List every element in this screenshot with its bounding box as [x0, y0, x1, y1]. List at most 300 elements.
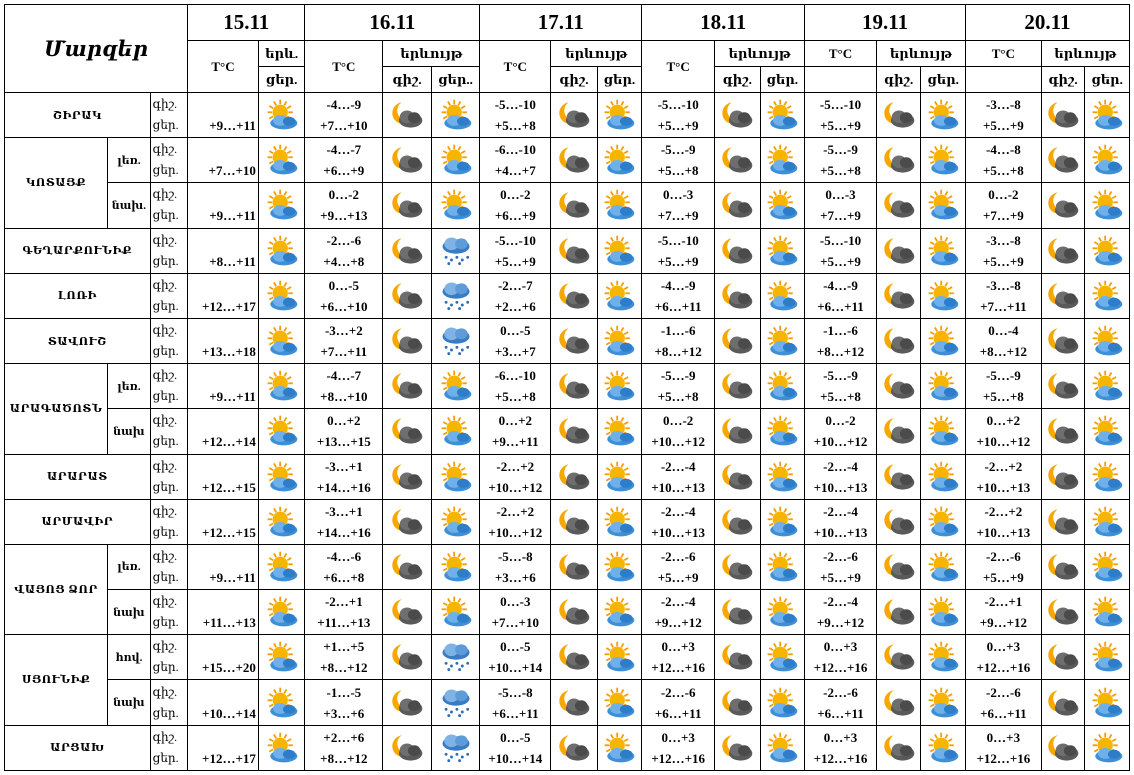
- day-temp: +3…+6: [494, 569, 536, 585]
- day-temp: +13…+15: [316, 434, 371, 450]
- day1-temp: [188, 635, 259, 680]
- moon-cloud-icon: [556, 413, 592, 449]
- night-weather: [551, 138, 598, 183]
- moon-cloud-icon: [881, 187, 917, 223]
- sun-cloud-icon: [264, 594, 300, 630]
- day-weather: [597, 680, 642, 725]
- day-weather: [597, 499, 642, 544]
- day1-temp: [188, 364, 259, 409]
- night-weather: [1041, 318, 1084, 363]
- day-temp: +8…+12: [320, 750, 368, 766]
- sun-cloud-icon: [601, 413, 637, 449]
- night-temp: 0…+2: [498, 413, 532, 429]
- sun-cloud-icon: [925, 504, 961, 540]
- day-label: ցեր..: [431, 67, 480, 93]
- temp-cell: [965, 590, 1041, 635]
- night-temp: -2…-4: [823, 458, 858, 474]
- day-text: ցեր.: [152, 660, 179, 675]
- time-of-day: [150, 725, 187, 770]
- day1-temp-value: +8…+11: [209, 253, 256, 269]
- day-temp: +12…+16: [651, 750, 706, 766]
- temp-cell: [305, 680, 383, 725]
- sun-cloud-icon: [1089, 549, 1125, 585]
- night-weather: [383, 544, 432, 589]
- sun-cloud-icon: [764, 730, 800, 766]
- moon-cloud-icon: [719, 730, 755, 766]
- moon-cloud-icon: [389, 685, 425, 721]
- sun-cloud-icon: [925, 142, 961, 178]
- day1-weather: [258, 544, 305, 589]
- blank-cell: [965, 67, 1041, 93]
- temp-cell: [805, 544, 877, 589]
- day-text: ցեր.: [152, 569, 179, 584]
- moon-cloud-icon: [1045, 187, 1081, 223]
- day-weather: [431, 499, 480, 544]
- night-temp: 0…+3: [661, 729, 695, 745]
- night-weather: [383, 454, 432, 499]
- day-weather: [921, 544, 966, 589]
- day-weather: [921, 273, 966, 318]
- table-row: [5, 364, 1130, 409]
- day1-temp: [188, 93, 259, 138]
- night-temp: -2…+1: [984, 594, 1023, 610]
- night-text: գիշ.: [152, 639, 178, 654]
- day-temp: +5…+9: [820, 118, 861, 134]
- temp-cell: [805, 228, 877, 273]
- sun-cloud-icon: [438, 413, 474, 449]
- sun-cloud-icon: [601, 233, 637, 269]
- sun-cloud-icon: [764, 685, 800, 721]
- day-weather: [760, 635, 805, 680]
- day-temp: +5…+8: [657, 389, 699, 405]
- moon-cloud-icon: [389, 97, 425, 133]
- subregion-label: նախ: [108, 409, 150, 454]
- sun-cloud-icon: [438, 97, 474, 133]
- day-temp: +5…+9: [657, 253, 699, 269]
- day-temp: +9…+12: [816, 615, 865, 631]
- sun-cloud-icon: [1089, 639, 1125, 675]
- day-text: ցեր.: [152, 750, 179, 765]
- night-weather: [551, 273, 598, 318]
- night-weather: [551, 364, 598, 409]
- temp-cell: [805, 318, 877, 363]
- sun-cloud-icon: [764, 187, 800, 223]
- night-weather: [551, 544, 598, 589]
- day-weather: [760, 364, 805, 409]
- sun-cloud-icon: [438, 368, 474, 404]
- night-weather: [715, 273, 761, 318]
- moon-cloud-icon: [719, 639, 755, 675]
- night-temp: -2…+2: [496, 458, 535, 474]
- temp-cell: [965, 93, 1041, 138]
- night-weather: [383, 590, 432, 635]
- moon-cloud-icon: [1045, 278, 1081, 314]
- night-temp: 0…-2: [825, 413, 856, 429]
- moon-cloud-icon: [556, 97, 592, 133]
- region-name: ՇԻՐԱԿ: [5, 93, 151, 138]
- day-weather: [597, 138, 642, 183]
- moon-cloud-icon: [719, 504, 755, 540]
- night-weather: [383, 273, 432, 318]
- night-weather: [715, 725, 761, 770]
- night-weather: [1041, 228, 1084, 273]
- day-weather: [760, 680, 805, 725]
- temp-cell: [805, 364, 877, 409]
- temp-cell: [305, 183, 383, 228]
- day1-temp-value: +9…+11: [209, 389, 256, 405]
- night-temp: -4…-6: [326, 548, 362, 564]
- day-text: ցեր.: [152, 298, 179, 313]
- moon-cloud-icon: [556, 323, 592, 359]
- night-text: գիշ.: [152, 684, 178, 699]
- sun-cloud-icon: [438, 549, 474, 585]
- day-weather: [1085, 318, 1130, 363]
- day-weather: [760, 454, 805, 499]
- table-row: [5, 93, 1130, 138]
- day-temp: +5…+9: [494, 253, 536, 269]
- subregion-label: նախ: [108, 590, 150, 635]
- day-temp: +5…+8: [982, 389, 1024, 405]
- day-label: ցեր.: [258, 67, 305, 93]
- moon-cloud-icon: [881, 368, 917, 404]
- table-row: [5, 183, 1130, 228]
- sun-cloud-icon: [925, 323, 961, 359]
- time-of-day: [150, 544, 187, 589]
- night-temp: 0…-4: [988, 323, 1019, 339]
- day-weather: [597, 725, 642, 770]
- night-temp: -4…-7: [326, 368, 362, 384]
- day-weather: [921, 364, 966, 409]
- day-temp: +12…+16: [813, 750, 868, 766]
- night-temp: 0…+3: [823, 729, 858, 745]
- day-temp: +10…+13: [976, 479, 1031, 495]
- day-weather: [921, 454, 966, 499]
- region-name: ԼՈՌԻ: [5, 273, 151, 318]
- day-text: ցեր.: [152, 344, 179, 359]
- night-weather: [383, 680, 432, 725]
- day-weather: [921, 138, 966, 183]
- weather-label: երևույթ: [715, 41, 805, 67]
- day1-weather: [258, 138, 305, 183]
- subregion-label: նախ.: [108, 183, 150, 228]
- day1-temp: [188, 680, 259, 725]
- temp-cell: [805, 635, 877, 680]
- temp-cell: [305, 228, 383, 273]
- day-weather: [597, 93, 642, 138]
- night-temp: -2…-6: [986, 548, 1021, 564]
- subregion-label: հով.: [108, 635, 150, 680]
- moon-cloud-icon: [556, 278, 592, 314]
- day1-temp: [188, 409, 259, 454]
- temp-cell: [805, 183, 877, 228]
- sun-cloud-icon: [601, 639, 637, 675]
- moon-cloud-icon: [881, 278, 917, 314]
- temp-cell: [480, 499, 551, 544]
- temp-cell: [965, 635, 1041, 680]
- temp-cell: [305, 590, 383, 635]
- day-weather: [431, 544, 480, 589]
- night-temp: -4…-8: [986, 142, 1021, 158]
- moon-cloud-icon: [1045, 549, 1081, 585]
- sun-cloud-icon: [601, 685, 637, 721]
- night-weather: [876, 725, 921, 770]
- sun-cloud-icon: [1089, 323, 1125, 359]
- snow-rain-icon: [438, 685, 474, 721]
- day-weather: [1085, 183, 1130, 228]
- sun-cloud-icon: [601, 549, 637, 585]
- day-weather: [921, 725, 966, 770]
- day-temp: +10…+13: [651, 524, 706, 540]
- night-text: գիշ.: [152, 594, 178, 609]
- table-row: [5, 228, 1130, 273]
- night-label: գիշ.: [383, 67, 432, 93]
- day1-temp-value: +9…+11: [209, 208, 256, 224]
- night-temp: -2…-4: [660, 458, 696, 474]
- night-temp: -2…+2: [984, 503, 1023, 519]
- temp-cell: [965, 454, 1041, 499]
- moon-cloud-icon: [881, 413, 917, 449]
- moon-cloud-icon: [719, 685, 755, 721]
- day1-temp: [188, 318, 259, 363]
- temp-label: T°C: [805, 41, 877, 67]
- day-temp: +5…+9: [982, 253, 1024, 269]
- day-weather: [1085, 409, 1130, 454]
- night-temp: -2…+2: [496, 503, 535, 519]
- night-temp: -2…-6: [823, 548, 858, 564]
- day-temp: +4…+8: [323, 253, 365, 269]
- moon-cloud-icon: [389, 730, 425, 766]
- temp-cell: [965, 680, 1041, 725]
- day1-temp: [188, 228, 259, 273]
- sun-cloud-icon: [601, 504, 637, 540]
- sun-cloud-icon: [1089, 730, 1125, 766]
- temp-cell: [965, 499, 1041, 544]
- day-temp: +5…+8: [494, 118, 536, 134]
- day-weather: [1085, 364, 1130, 409]
- day1-weather: [258, 499, 305, 544]
- day1-weather: [258, 364, 305, 409]
- temp-cell: [642, 680, 715, 725]
- night-temp: -2…-4: [823, 594, 858, 610]
- sun-cloud-icon: [264, 459, 300, 495]
- time-of-day: [150, 635, 187, 680]
- day-temp: +5…+8: [494, 389, 536, 405]
- night-temp: -3…+2: [324, 323, 363, 339]
- day-weather: [1085, 725, 1130, 770]
- night-weather: [715, 228, 761, 273]
- night-temp: -5…-9: [823, 368, 858, 384]
- temp-cell: [480, 228, 551, 273]
- night-weather: [1041, 499, 1084, 544]
- region-name: ԱՐՄԱՎԻՐ: [5, 499, 151, 544]
- day1-temp: [188, 590, 259, 635]
- night-temp: -2…-6: [660, 548, 696, 564]
- day-temp: +6…+11: [654, 705, 702, 721]
- night-temp: -1…-6: [660, 323, 696, 339]
- sun-cloud-icon: [1089, 594, 1125, 630]
- temp-cell: [305, 544, 383, 589]
- night-weather: [383, 318, 432, 363]
- day-weather: [921, 680, 966, 725]
- night-temp: -5…-9: [823, 142, 858, 158]
- night-weather: [551, 590, 598, 635]
- day-label: ցեր.: [760, 67, 805, 93]
- sun-cloud-icon: [1089, 142, 1125, 178]
- day1-weather: [258, 273, 305, 318]
- temp-cell: [480, 725, 551, 770]
- day-weather: [760, 228, 805, 273]
- region-name: ԳԵՂԱՐՔՈՒՆԻՔ: [5, 228, 151, 273]
- night-weather: [876, 454, 921, 499]
- day-weather: [431, 590, 480, 635]
- night-temp: -3…+1: [324, 458, 363, 474]
- date-5: 19.11: [805, 5, 966, 41]
- night-weather: [551, 318, 598, 363]
- night-weather: [876, 544, 921, 589]
- moon-cloud-icon: [556, 685, 592, 721]
- night-weather: [1041, 409, 1084, 454]
- night-text: գիշ.: [152, 548, 178, 563]
- night-weather: [715, 454, 761, 499]
- day-text: ցեր.: [152, 615, 179, 630]
- night-temp: -5…-10: [819, 232, 862, 248]
- temp-cell: [480, 273, 551, 318]
- sun-cloud-icon: [1089, 368, 1125, 404]
- day-temp: +9…+13: [320, 208, 368, 224]
- night-weather: [876, 93, 921, 138]
- sun-cloud-icon: [1089, 459, 1125, 495]
- forecast-body: [5, 93, 1130, 771]
- region-name: ՎԱՅՈՑ ՁՈՐ: [5, 544, 108, 634]
- sun-cloud-icon: [601, 594, 637, 630]
- day-temp: +10…+12: [651, 434, 706, 450]
- night-temp: -5…-9: [660, 368, 696, 384]
- sun-cloud-icon: [264, 368, 300, 404]
- day-weather: [1085, 138, 1130, 183]
- temp-cell: [642, 183, 715, 228]
- day-weather: [921, 590, 966, 635]
- sun-cloud-icon: [601, 323, 637, 359]
- day-temp: +5…+9: [820, 253, 861, 269]
- temp-cell: [480, 544, 551, 589]
- day-weather: [431, 318, 480, 363]
- temp-cell: [480, 318, 551, 363]
- day1-temp: [188, 454, 259, 499]
- day-temp: +12…+16: [651, 660, 706, 676]
- night-temp: -2…+2: [984, 458, 1023, 474]
- sun-cloud-icon: [764, 459, 800, 495]
- day1-temp: [188, 725, 259, 770]
- night-temp: -5…-10: [819, 97, 862, 113]
- night-temp: -4…-7: [326, 142, 362, 158]
- temp-cell: [305, 364, 383, 409]
- temp-cell: [642, 318, 715, 363]
- moon-cloud-icon: [556, 504, 592, 540]
- night-text: գիշ.: [152, 232, 178, 247]
- sun-cloud-icon: [601, 278, 637, 314]
- night-label: գիշ.: [1041, 67, 1084, 93]
- day-label: ցեր.: [1085, 67, 1130, 93]
- night-label: գիշ.: [551, 67, 598, 93]
- day-temp: +3…+6: [323, 705, 365, 721]
- moon-cloud-icon: [389, 368, 425, 404]
- night-weather: [1041, 635, 1084, 680]
- night-temp: 0…+3: [661, 639, 695, 655]
- night-weather: [551, 409, 598, 454]
- moon-cloud-icon: [719, 187, 755, 223]
- subregion-label: լեռ.: [108, 544, 150, 589]
- moon-cloud-icon: [719, 368, 755, 404]
- sun-cloud-icon: [925, 278, 961, 314]
- day-temp: +6…+9: [494, 208, 536, 224]
- day-temp: +5…+8: [657, 163, 699, 179]
- day-text: ցեր.: [152, 163, 179, 178]
- moon-cloud-icon: [1045, 459, 1081, 495]
- night-temp: -5…-10: [657, 97, 699, 113]
- moon-cloud-icon: [719, 278, 755, 314]
- day-temp: +10…+14: [488, 660, 543, 676]
- temp-cell: [965, 138, 1041, 183]
- day-weather: [1085, 680, 1130, 725]
- region-name: ԱՐՑԱԽ: [5, 725, 151, 770]
- temp-cell: [480, 93, 551, 138]
- day-weather: [921, 635, 966, 680]
- moon-cloud-icon: [881, 504, 917, 540]
- sun-cloud-icon: [601, 142, 637, 178]
- night-temp: -5…-8: [497, 548, 533, 564]
- night-weather: [715, 680, 761, 725]
- day-temp: +12…+16: [976, 660, 1031, 676]
- night-weather: [383, 183, 432, 228]
- day-temp: +8…+12: [320, 660, 368, 676]
- regions-title: Մարզեր: [5, 5, 188, 93]
- day-text: ցեր.: [152, 118, 179, 133]
- day-temp: +4…+7: [494, 163, 536, 179]
- sun-cloud-icon: [264, 639, 300, 675]
- table-row: [5, 499, 1130, 544]
- time-of-day: [150, 228, 187, 273]
- temp-cell: [305, 725, 383, 770]
- sun-cloud-icon: [925, 97, 961, 133]
- day-weather: [760, 409, 805, 454]
- sun-cloud-icon: [601, 730, 637, 766]
- night-text: գիշ.: [152, 729, 178, 744]
- sun-cloud-icon: [925, 685, 961, 721]
- temp-cell: [642, 544, 715, 589]
- time-of-day: [150, 409, 187, 454]
- night-weather: [715, 544, 761, 589]
- temp-cell: [305, 499, 383, 544]
- temp-cell: [305, 409, 383, 454]
- table-row: [5, 409, 1130, 454]
- night-weather: [876, 228, 921, 273]
- night-temp: -5…-10: [657, 232, 699, 248]
- night-temp: -3…-8: [986, 97, 1021, 113]
- moon-cloud-icon: [389, 459, 425, 495]
- moon-cloud-icon: [389, 323, 425, 359]
- sun-cloud-icon: [601, 187, 637, 223]
- day1-weather: [258, 318, 305, 363]
- moon-cloud-icon: [719, 323, 755, 359]
- moon-cloud-icon: [1045, 233, 1081, 269]
- day-temp: +14…+16: [316, 524, 371, 540]
- day-weather: [921, 228, 966, 273]
- night-temp: -2…-6: [823, 684, 858, 700]
- day-temp: +2…+6: [494, 298, 536, 314]
- temp-cell: [642, 409, 715, 454]
- day-weather: [597, 590, 642, 635]
- moon-cloud-icon: [881, 549, 917, 585]
